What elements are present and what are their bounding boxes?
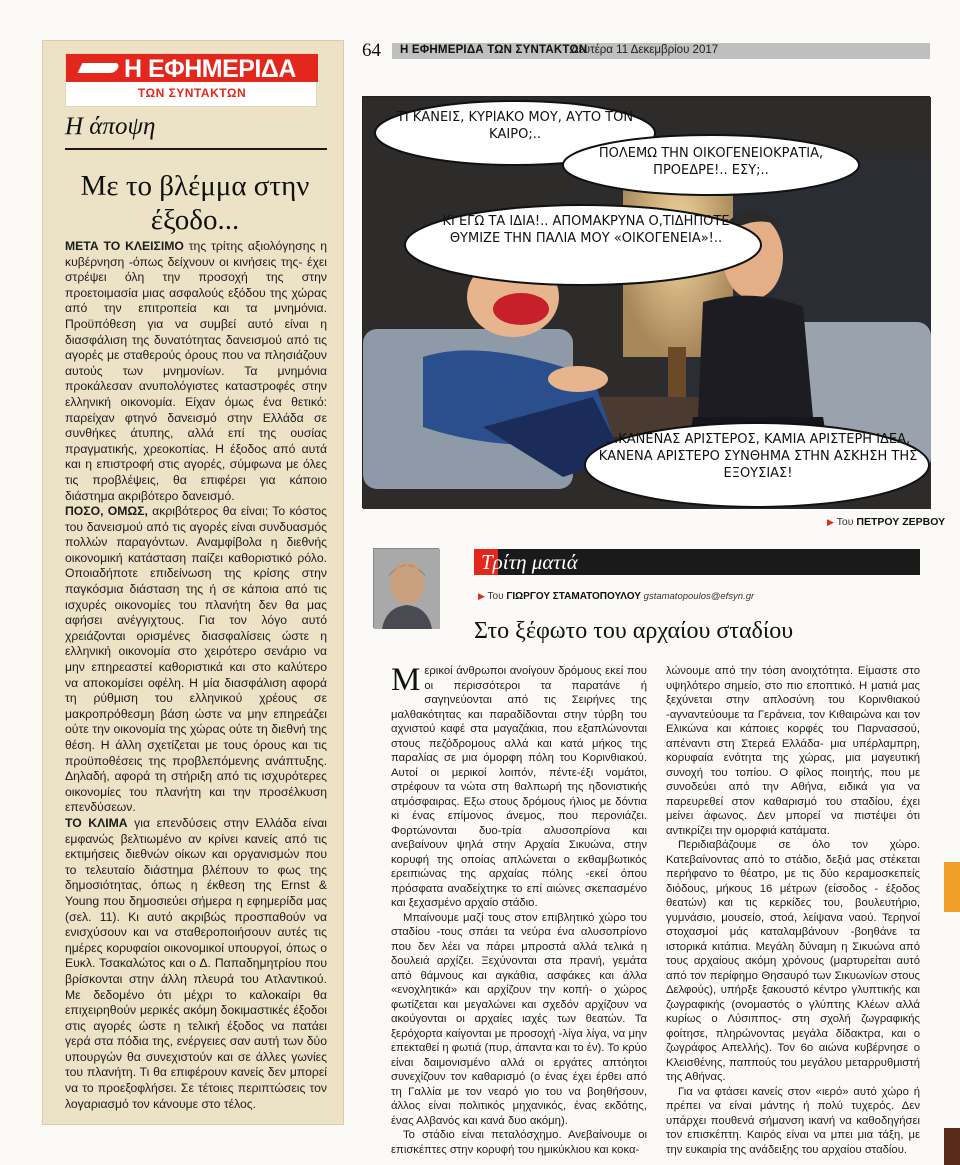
credit-prefix: Του [836,516,854,528]
paragraph-lead: ΤΟ ΚΛΙΜΑ [65,815,128,830]
left-character-hand [548,366,608,392]
page-number: 64 [362,40,381,61]
column-paragraph: λώνουμε από την τόση ανοιχτότητα. Είμαστε στο υψηλότερο σημείο, στο πιο εποπτικό. Η ματιά μας ξεχύνεται στην απλοσύνη του Κορινθιακού -αγναντεύουμε τα Γεράνεια, τον Κιθαιρώνα και τον Ελικώνα και κάποιες κορφές του Παρνασσού, απέναντι στη Στερεά Ελλάδα- μια υπέρλαμπρη, κορυφαία ενότητα της χώρας, μια μαγευτική συνοχή του τοπίου. Ο φίλος ποιητής, που με συνοδεύει από την Αθήνα, ειδικά για να παρευρεθεί στον καθαρισμό του σταδίου, έχει μείνει άφωνος. Δεν μπορεί να πιστέψει ότι αντικρίζει την ομορφιά κατάματα. [666,665,920,837]
cartoon-drawing [363,97,931,509]
masthead-subtitle: ΤΩΝ ΣΥΝΤΑΚΤΩΝ [137,86,247,100]
paragraph-lead: ΜΕΤΑ ΤΟ ΚΛΕΙΣΙΜΟ [65,239,184,253]
right-character-suit [698,296,813,427]
paragraph-text: για επενδύσεις στην Ελλάδα είναι εμφανώς βελτιωμένο αν κρίνει κανείς από τις εκτιμήσεις διεθνών οίκων και οργανισμών που το τελευταίο διάστημα βλέπουν το φως της δημοσιότητας, όπως η έκθεση της Ernst & Young που δημοσιεύει σήμερα η εφημερίδα μας (σελ. 11). Κι αυτό ακριβώς προσπαθούν να ενισχύσουν και να σταθεροποιήσουν αυτές τις ημέρες κορυφαίοι οικονομικοί υπουργοί, όπως ο Ευκλ. Τσακαλώτος και ο Δ. Παπαδημητρίου που βρίσκονται στην άλλη πλευρά του Ατλαντικού. Με δεδομένο ότι μέχρι το καλοκαίρι θα επιχειρηθούν μερικές ακόμη δοκιμαστικές έξοδοι στις αγορές ώστε η τελική έξοδος να πατάει γερά στα πόδια της, ενέργειες σαν αυτή των δύο υπουργών θα συνεχιστούν και σε άλλες γωνίες του πλανήτη. Τι θα επιφέρουν κανείς δεν μπορεί να το προεξοφλήσει. Σε τέτοιες περιπτώσεις τον λογαριασμό τον κάνουμε στο τέλος. [65,815,327,1111]
column-byline [478,591,754,602]
opinion-paragraph [65,504,327,816]
bubble-2-text: ΠΟΛΕΜΩ ΤΗΝ ΟΙΚΟΓΕΝΕΙΟΚΡΑΤΙΑ, ΠΡΟΕΔΡΕ!.. ΕΣΥ;.. [598,146,824,178]
column-headline: Στο ξέφωτο του αρχαίου σταδίου [474,618,794,644]
header-paper-name: Η ΕΦΗΜΕΡΙΔΑ ΤΩΝ ΣΥΝΤΑΚΤΩΝ [400,44,588,56]
column-paragraph: Το στάδιο είναι πεταλόσχημο. Ανεβαίνουμε οι επισκέπτες στην κορυφή του ημικύκλιου και κοκα- [391,1129,647,1156]
left-character-mouth [493,293,549,325]
opinion-column [42,40,344,1125]
paragraph-text: ακριβότερος θα είναι; Το κόστος του δανεισμού από τις αγορές είναι συνδυασμός πολλών παραγόντων. Αναμφίβολα η διεθνής οικονομική κατάσταση παίζει καθοριστικό ρόλο. Οποιαδήποτε επιδείνωση της κρίσης στην παγκόσμια διάσταση της ή σε κάποια από τις ισχυρές οικονομίες του πλανήτη δεν θα μας αφήσει ανέγγιχτους. Για τον λόγο αυτό χρειάζονται ορισμένες διασφαλίσεις ώστε η ελληνική οικονομία στο χειρότερο σενάριο να μην επηρεαστεί καθοριστικά και στο καλύτερο να αποκομίσει οφέλη. Η μία διασφάλιση αφορά τη ρύθμιση του ελληνικού χρέους σε μακροπρόθεσμη βάση ώστε να μην επηρεάζει ούτε την οικονομία της χώρας ούτε τη διεθνή της θέση. Η άλλη σχετίζεται με τους όρους και τις προϋποθέσεις της προβλεπόμενης ανάπτυξης. Δηλαδή, αφορά τη στήριξη από τις ισχυρότερες οικονομίες του πλανήτη και την προσέλκυση επενδύσεων. [65,504,328,815]
page-edge-marker [944,1128,960,1165]
drop-cap: Μ [391,662,421,698]
opinion-paragraph [65,239,327,504]
author-photo [373,548,439,628]
bubble-4-text: ...ΚΑΝΕΝΑΣ ΑΡΙΣΤΕΡΟΣ, ΚΑΜΙΑ ΑΡΙΣΤΕΡΗ ΙΔΕΑ, ΚΑΝΕΝΑ ΑΡΙΣΤΕΡΟ ΣΥΝΘΗΜΑ ΣΤΗΝ ΑΣΚΗΣΗ ΤΗΣ ΕΞΟΥΣΙΑΣ! [598,432,918,481]
bubble-1-text: ΤΙ ΚΑΝΕΙΣ, ΚΥΡΙΑΚΟ ΜΟΥ, ΑΥΤΟ ΤΟΝ ΚΑΙΡΟ;.. [396,110,634,142]
paragraph-lead: ΠΟΣΟ, ΟΜΩΣ, [65,504,148,519]
section-divider [65,148,327,150]
author-email: gstamatopoulos@efsyn.gr [643,591,755,602]
header-date: Δευτέρα 11 Δεκεμβρίου 2017 [571,44,719,56]
paragraph-text: ερικοί άνθρωποι ανοίγουν δρόμους εκεί που οι περισσότεροι τα παρατάνε ή σαγηνεύονται από τις Σειρήνες της μαλθακότητας και παραδίδονται στην τύρβη του αχνιστού καφέ στα μαγαζάκια, που εξαπλώνονται στους πεζόδρομους αλλά και κατά μήκος της παραλίας σε μια όμορφη πόλη του Κορινθιακού. Αυτοί οι μερικοί λοιπόν, πέντε-έξι νομάτοι, στρέφουν τα νώτα στη θαλπωρή της ηδονιστικής ατμόσφαιρας. Εξω στους δρόμους ήλιος με δόντια κι ένας επίμονος άνεμος, που περονιάζει. Φορτώνονται δυο-τρία αλυσοπρίονα και ανεβαίνουν ψηλά στην Αρχαία Σικυώνα, στην κορυφή της οποίας απλώνεται ο εκθαμβωτικός ερειπιώνας της αρχαίας πόλης -εκεί όπου πρόσφατα αναδείχτηκε το επί αιώνες σκεπασμένο και ξεχασμένο αρχαίο στάδιο. [391,665,647,909]
column-text-col2 [666,664,920,1156]
bubble-3-text: ΚΙ ΕΓΩ ΤΑ ΙΔΙΑ!.. ΑΠΟΜΑΚΡΥΝΑ Ο,ΤΙΔΗΠΟΤΕ ΘΥΜΙΖΕ ΤΗΝ ΠΑΛΙΑ ΜΟΥ «ΟΙΚΟΓΕΝΕΙΑ»!.. [442,214,730,246]
column-paragraph: Μπαίνουμε μαζί τους στον επιβλητικό χώρο του σταδίου -τους σπάει τα νεύρα ένα αλυσοπρίονο που δεν λέει να πάρει μπροστά αλλά τελικά η δουλειά αρχίζει. Ξεχύνονται στα πρανή, γεμάτα από θάμνους και αγκάθια, ασφάκες και άλλα «ενοχλητικά» και αρχίζουν την κοπή- ο χώρος φωτίζεται και μεγαλώνει και σχεδόν αρχίζουν να ακούγονται οι αρχαίες ιαχές των θεατών. Τα ξερόχορτα καίγονται με προσοχή -λίγα λίγα, να μην επεκταθεί η φωτιά (πυρ, άπαντα και το έν). Το κρύο είναι δαιμονισμένο αλλά οι εργάτες απτόητοι συνεχίζουν τον καθαρισμό (ο ένας έχει έρθει από τη Γαλλία με τον νεαρό γιο του να βοηθήσουν, άλλος είναι πολιτικός μηχανικός, ένας εκδότης, ένας Αλβανός και κανά δυο ακόμη). [391,911,647,1127]
opinion-body [65,239,327,1119]
opinion-headline: Με το βλέμμα στην έξοδο... [80,170,310,236]
column-paragraph [391,664,647,911]
author-name: ΓΙΩΡΓΟΥ ΣΤΑΜΑΤΟΠΟΥΛΟΥ [506,591,641,602]
bubble-3-text-box [421,213,751,279]
cartoon-credit [827,516,945,528]
column-section-label: Τρίτη ματιά [481,550,578,574]
paragraph-text: της τρίτης αξιολόγησης η κυβέρνηση -όπως δείχνουν οι κινήσεις της- έχει στρέψει όλη την προσοχή της στην προετοιμασία μιας ασφαλούς εξόδου της χώρας από την επιτροπεία και τα μνημόνια. Προϋπόθεση για να συμβεί αυτό είναι η διασφάλιση της δυνατότητας δανεισμού από τις αγορές με σταθερούς όρους που να πλησιάζουν αυτούς των μνημονίων. Τα μνημόνια προκάλεσαν ανυπολόγιστες καταστροφές στην ελληνική οικονομία. Είχαν όμως ένα θετικό: παρείχαν φτηνό δανεισμό στην Ελλάδα σε συνθήκες άτυπης, αλλά επί της ουσίας πραγματικής, χρεοκοπίας. Η έξοδος από αυτά και η επιστροφή στις αγορές, σύμφωνα με όλες τις προβλέψεις, θα επιφέρει για κάποιο διάστημα ακριβότερο δανεισμό. [65,239,327,503]
column-text-col1 [391,662,647,1156]
triangle-bullet-icon: ▶ [827,517,834,527]
page-edge-marker [944,862,960,912]
bubble-2-text-box [575,145,847,189]
bubble-4-text-box [595,431,921,499]
cartoonist-name: ΠΕΤΡΟΥ ΖΕΡΒΟΥ [856,516,946,528]
masthead-logo [65,53,317,107]
cartoon-illustration [362,96,930,508]
swoosh-icon [78,63,121,73]
column-paragraph: Για να φτάσει κανείς στον «ιερό» αυτό χώρο ή πρέπει να είναι μάντης ή πολύ τυχερός. Δεν υπάρχει πουθενά σήμανση ικανή να καθοδηγήσει τον επισκέπτη. Καιρός είναι να μπει μια τάξη, με την ευκαιρία της ανάδειξης του αρχαίου σταδίου. [666,1085,920,1156]
opinion-section-label: Η άποψη [65,113,156,140]
column-paragraph: Περιδιαβάζουμε σε όλο τον χώρο. Κατεβαίνοντας από το στάδιο, δεξιά μας στέκεται περήφανο το θέατρο, με τις δύο κεραμοσκεπείς διόδους, μήκους 16 μέτρων (είσοδος - έξοδος θεατών) και τις κερκίδες του, βουλευτήριο, γυμνάσιο, μουσείο, στοά, λείψανα ναού. Τερηνοί στοχασμοί μάς καταλαμβάνουν -βοηθάνε τα ιστορικά κιτάπια. Μεγάλη δύναμη η Σικυώνα από τους αρχαίους ακόμη χρόνους (μαρτυρείται αυτό από τον περίφημο Θησαυρό των Σικυωνίων στους Δελφούς), υπήρξε ξακουστό κέντρο γλυπτικής και ζωγραφικής (ονομαστός ο γλύπτης Κλέων αλλά κυρίως ο Λύσιππος- στη σχολή ζωγραφικής φοίτησε, πληρώνοντας μεγάλα δίδακτρα, και ο ζωγράφος Απελλής). Τον 6ο αιώνα κυβέρνησε ο Κλεισθένης, παππούς του μεγάλου μεταρρυθμιστή της Αθήνας. [666,839,920,1083]
opinion-paragraph [65,816,327,1112]
masthead-red-bar [66,54,318,82]
masthead-title: Η ΕΦΗΜΕΡΙΔΑ [124,55,296,83]
author-portrait-icon [374,549,440,629]
byline-prefix: Του [487,591,504,602]
column-section-bar [474,549,920,575]
triangle-bullet-icon: ▶ [478,591,485,601]
